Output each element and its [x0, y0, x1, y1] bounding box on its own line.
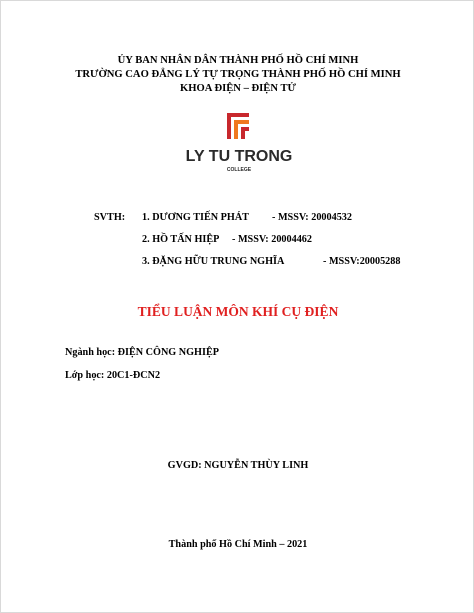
- student-1-mssv: - MSSV: 20004532: [272, 212, 352, 223]
- header-line-2: TRƯỜNG CAO ĐẲNG LÝ TỰ TRỌNG THÀNH PHỐ HỒ CHÍ MINH: [75, 69, 401, 80]
- svth-label: SVTH:: [94, 212, 126, 223]
- footer-city-year: Thành phố Hồ Chí Minh – 2021: [168, 539, 308, 550]
- logo-sub: COLLEGE: [226, 167, 252, 173]
- student-3-name: 3. ĐẶNG HỮU TRUNG NGHĨA: [142, 256, 285, 267]
- logo-mark-icon: [227, 113, 249, 139]
- college-logo: [181, 111, 297, 177]
- student-3-mssv: - MSSV:20005288: [323, 256, 401, 267]
- major-line: Ngành học: ĐIỆN CÔNG NGHIỆP: [65, 347, 219, 358]
- class-line: Lớp học: 20C1-ĐCN2: [65, 370, 161, 381]
- student-1-name: 1. DƯƠNG TIẾN PHÁT: [142, 212, 249, 223]
- header-line-3: KHOA ĐIỆN – ĐIỆN TỬ: [180, 83, 296, 94]
- header-line-1: ỦY BAN NHÂN DÂN THÀNH PHỐ HỒ CHÍ MINH: [117, 55, 359, 66]
- document-title: TIỂU LUẬN MÔN KHÍ CỤ ĐIỆN: [137, 304, 339, 319]
- student-2-mssv: - MSSV: 20004462: [232, 234, 312, 245]
- student-2-name: 2. HỒ TẤN HIỆP: [142, 234, 220, 245]
- advisor-line: GVGD: NGUYỄN THÙY LINH: [167, 460, 309, 471]
- logo-name: LY TU TRONG: [185, 148, 293, 165]
